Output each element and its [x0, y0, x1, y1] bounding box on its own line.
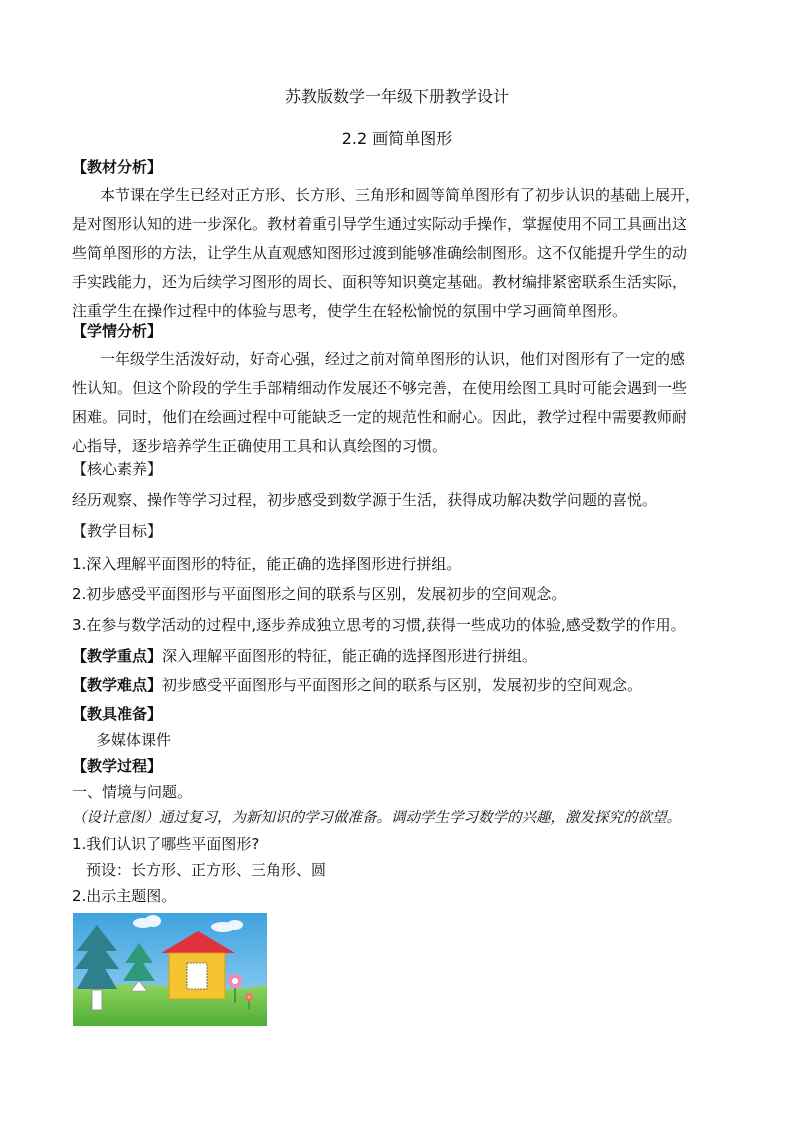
- difficult-point-heading: 【教学难点】: [72, 676, 163, 694]
- paragraph-line: 是对图形认知的进一步深化。教材着重引导学生通过实际动手操作，掌握使用不同工具画出这: [72, 215, 688, 233]
- textbook-analysis-paragraph: [72, 181, 732, 326]
- document-title: 苏教版数学一年级下册教学设计: [284, 87, 509, 106]
- paragraph-line: 些简单图形的方法，让学生从直观感知图形过渡到能够准确绘制图形。这不仅能提升学生的动: [72, 244, 688, 262]
- objective-item: 3.在参与数学活动的过程中,逐步养成独立思考的习惯,获得一些成功的体验,感受数学的作用。: [72, 616, 686, 634]
- lesson-subtitle: 2.2 画简单图形: [341, 129, 453, 148]
- theme-illustration: [73, 913, 267, 1026]
- paragraph-line: 注重学生在操作过程中的体验与思考，使学生在轻松愉悦的氛围中学习画简单图形。: [72, 302, 628, 320]
- paragraph-line: 手实践能力，还为后续学习图形的周长、面积等知识奠定基础。教材编排紧密联系生活实际，: [72, 273, 688, 291]
- student-analysis-heading: 【学情分析】: [72, 322, 163, 340]
- core-literacy-heading: 【核心素养】: [72, 460, 163, 478]
- process-question: 1.我们认识了哪些平面图形?: [72, 835, 260, 853]
- core-literacy-text: 经历观察、操作等学习过程，初步感受到数学源于生活，获得成功解决数学问题的喜悦。: [72, 491, 658, 509]
- materials-text: 多媒体课件: [96, 731, 172, 749]
- materials-heading: 【教具准备】: [72, 705, 163, 723]
- process-step-title: 一、情境与问题。: [72, 783, 193, 801]
- textbook-analysis-heading: 【教材分析】: [72, 158, 163, 176]
- paragraph-line: 一年级学生活泼好动，好奇心强，经过之前对简单图形的认识，他们对图形有了一定的感: [100, 350, 686, 368]
- paragraph-line: 性认知。但这个阶段的学生手部精细动作发展还不够完善，在使用绘图工具时可能会遇到一些: [72, 379, 688, 397]
- key-point-line: [72, 645, 537, 667]
- difficult-point-line: [72, 674, 642, 696]
- process-heading: 【教学过程】: [72, 757, 163, 775]
- objective-item: 1.深入理解平面图形的特征，能正确的选择图形进行拼组。: [72, 555, 462, 573]
- paragraph-line: 心指导，逐步培养学生正确使用工具和认真绘图的习惯。: [72, 437, 448, 455]
- objectives-heading: 【教学目标】: [72, 522, 163, 540]
- paragraph-line: 本节课在学生已经对正方形、长方形、三角形和圆等简单图形有了初步认识的基础上展开，: [100, 186, 701, 204]
- design-intent-text: （设计意图）通过复习，为新知识的学习做准备。调动学生学习数学的兴趣，激发探究的欲望。: [72, 810, 681, 826]
- objective-item: 2.初步感受平面图形与平面图形之间的联系与区别，发展初步的空间观念。: [72, 585, 567, 603]
- process-show-picture: 2.出示主题图。: [72, 887, 177, 905]
- key-point-text: 深入理解平面图形的特征，能正确的选择图形进行拼组。: [162, 647, 538, 665]
- process-preset: 预设：长方形、正方形、三角形、圆: [86, 861, 327, 879]
- paragraph-line: 困难。同时，他们在绘画过程中可能缺乏一定的规范性和耐心。因此，教学过程中需要教师耐: [72, 408, 688, 426]
- difficult-point-text: 初步感受平面图形与平面图形之间的联系与区别，发展初步的空间观念。: [162, 676, 643, 694]
- student-analysis-paragraph: [72, 345, 732, 461]
- key-point-heading: 【教学重点】: [72, 647, 163, 665]
